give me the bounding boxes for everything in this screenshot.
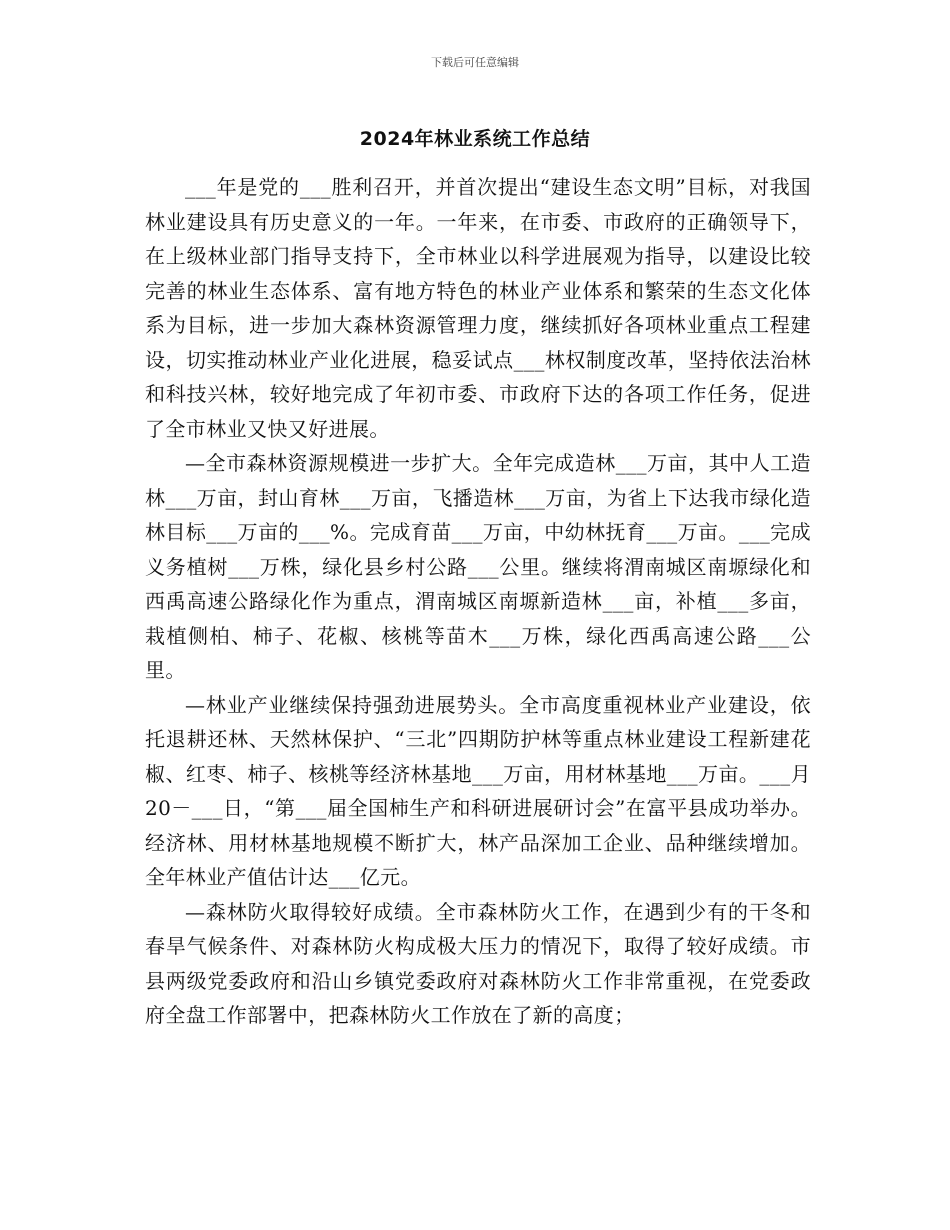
- paragraph-forest-industry: —林业产业继续保持强劲进展势头。全市高度重视林业产业建设，依托退耕还林、天然林保护、“三北”四期防护林等重点林业建设工程新建花椒、红枣、柿子、核桃等经济林基地___万亩，用材林基地___万亩。___月20－___日，“第___届全国柿生产和科研进展研讨会”在富平县成功举办。经济林、用材林基地规模不断扩大，林产品深加工企业、品种继续增加。全年林业产值估计达___亿元。: [145, 692, 811, 889]
- paragraph-intro: ___年是党的___胜利召开，并首次提出“建设生态文明”目标，对我国林业建设具有历史意义的一年。一年来，在市委、市政府的正确领导下，在上级林业部门指导支持下，全市林业以科学进展观为指导，以建设比较完善的林业生态体系、富有地方特色的林业产业体系和繁荣的生态文化体系为目标，进一步加大森林资源管理力度，继续抓好各项林业重点工程建设，切实推动林业产业化进展，稳妥试点___林权制度改革，坚持依法治林和科技兴林，较好地完成了年初市委、市政府下达的各项工作任务，促进了全市林业又快又好进展。: [145, 175, 811, 441]
- header-note: 下载后可任意编辑: [431, 56, 519, 69]
- document-title: 2024年林业系统工作总结: [359, 128, 591, 150]
- paragraph-fire-prevention: —森林防火取得较好成绩。全市森林防火工作，在遇到少有的干冬和春旱气候条件、对森林防火构成极大压力的情况下，取得了较好成绩。市县两级党委政府和沿山乡镇党委政府对森林防火工作非常重视，在党委政府全盘工作部署中，把森林防火工作放在了新的高度；: [145, 899, 811, 1027]
- document-body: [145, 170, 811, 1033]
- paragraph-forest-resources: —全市森林资源规模进一步扩大。全年完成造林___万亩，其中人工造林___万亩，封山育林___万亩，飞播造林___万亩，为省上下达我市绿化造林目标___万亩的___%。完成育苗___万亩，中幼林抚育___万亩。___完成义务植树___万株，绿化县乡村公路___公里。继续将渭南城区南塬绿化和西禹高速公路绿化作为重点，渭南城区南塬新造林___亩，补植___多亩，栽植侧柏、柿子、花椒、核桃等苗木___万株，绿化西禹高速公路___公里。: [145, 451, 811, 682]
